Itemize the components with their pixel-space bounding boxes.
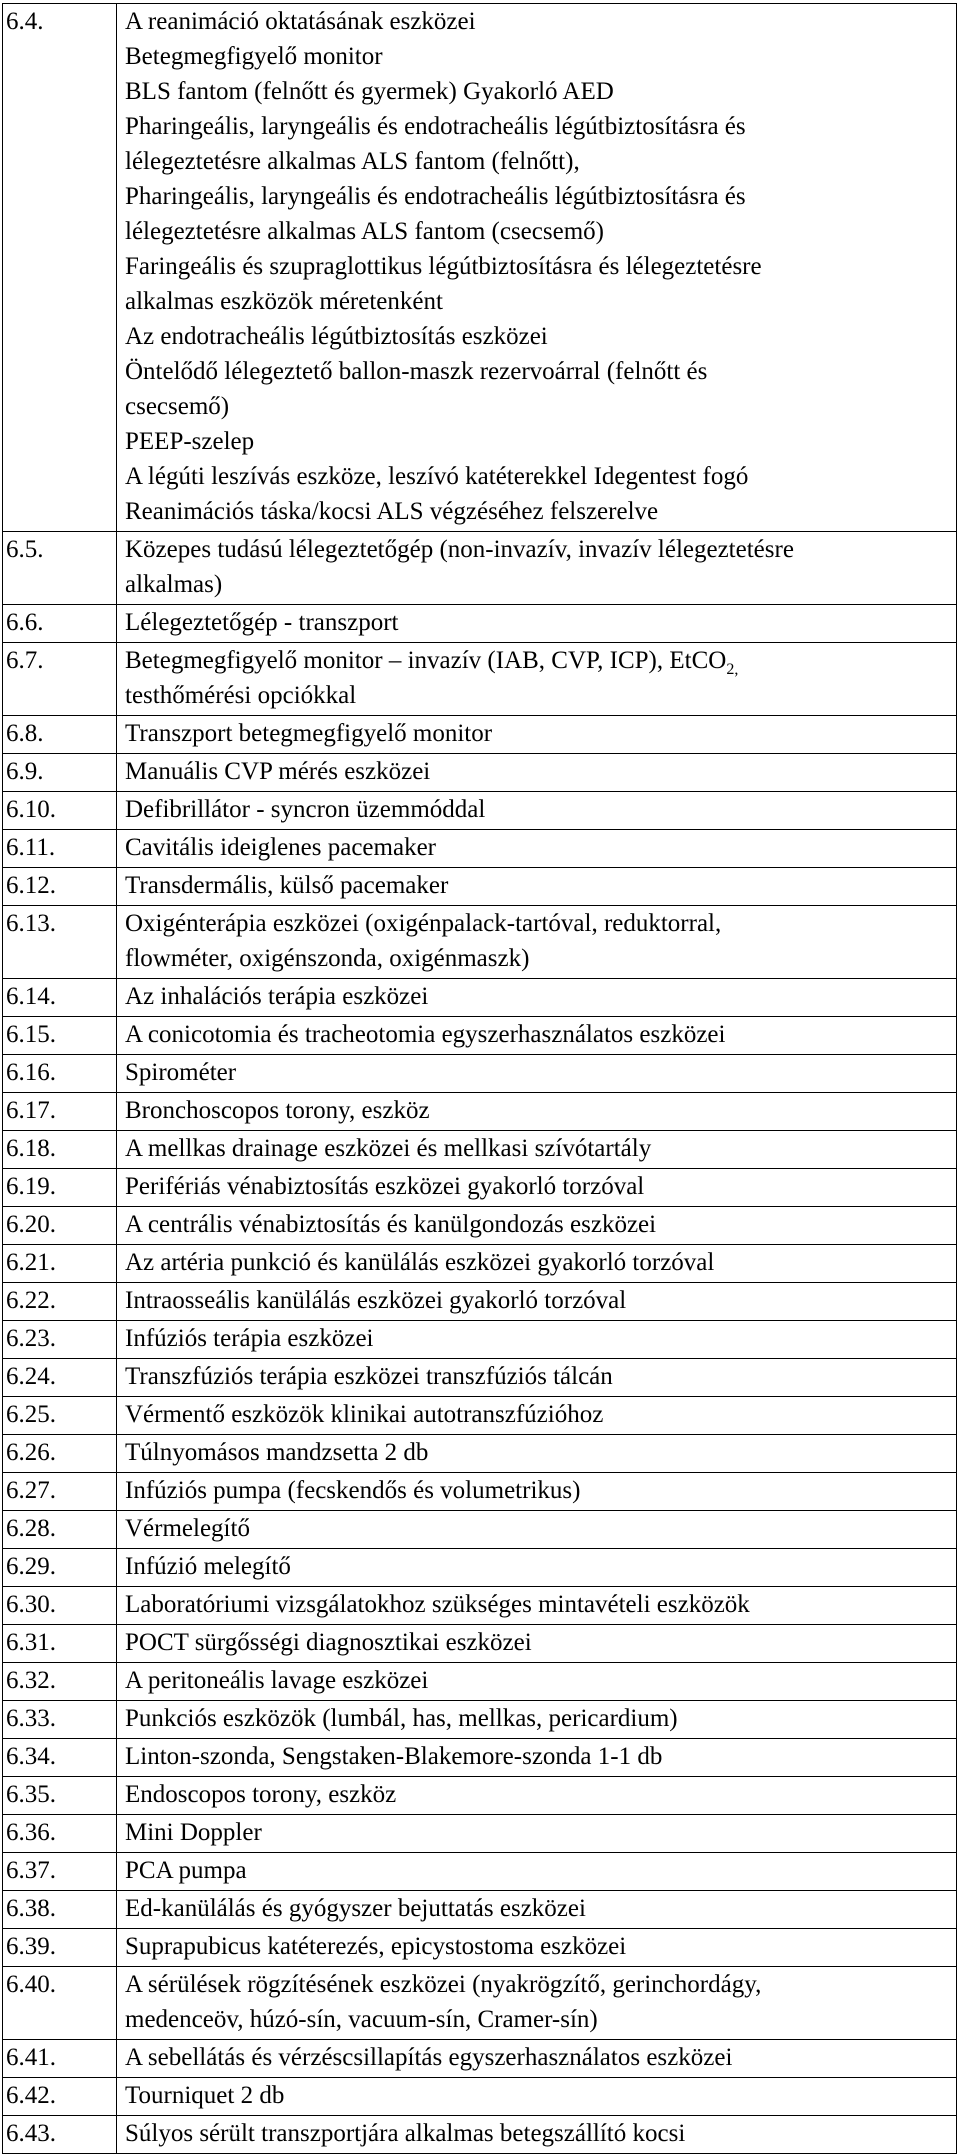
table-row — [3, 1321, 957, 1359]
item-number: 6.5. — [3, 532, 117, 605]
item-description — [117, 1207, 957, 1245]
item-description — [117, 1663, 957, 1701]
item-line: Transzport betegmegfigyelő monitor — [125, 720, 493, 747]
item-line: Defibrillátor - syncron üzemmóddal — [125, 796, 486, 823]
item-description — [117, 754, 957, 792]
table-row — [3, 2116, 957, 2154]
item-line: Öntelődő lélegeztető ballon-maszk rezervoárral (felnőtt és — [125, 358, 708, 385]
item-description — [117, 2116, 957, 2154]
table-row — [3, 2040, 957, 2078]
item-line: Linton-szonda, Sengstaken-Blakemore-szonda 1-1 db — [125, 1743, 663, 1770]
table-row — [3, 792, 957, 830]
item-description — [117, 1587, 957, 1625]
item-number: 6.22. — [3, 1283, 117, 1321]
table-row — [3, 1511, 957, 1549]
table-row — [3, 1169, 957, 1207]
subscript-text: 2, — [726, 661, 739, 678]
item-number: 6.18. — [3, 1131, 117, 1169]
item-description — [117, 1929, 957, 1967]
item-number: 6.8. — [3, 716, 117, 754]
item-number: 6.7. — [3, 643, 117, 716]
item-number: 6.16. — [3, 1055, 117, 1093]
item-line: Infúziós pumpa (fecskendős és volumetrikus) — [125, 1477, 581, 1504]
item-number: 6.21. — [3, 1245, 117, 1283]
table-row — [3, 1929, 957, 1967]
item-number: 6.35. — [3, 1777, 117, 1815]
item-description — [117, 1891, 957, 1929]
table-row — [3, 1055, 957, 1093]
item-line: medenceöv, húzó-sín, vacuum-sín, Cramer-sín) — [125, 2006, 598, 2033]
item-line: Suprapubicus katéterezés, epicystostoma eszközei — [125, 1933, 627, 1960]
item-number: 6.6. — [3, 605, 117, 643]
item-description — [117, 1283, 957, 1321]
item-description — [117, 979, 957, 1017]
item-description — [117, 2078, 957, 2116]
item-description — [117, 1701, 957, 1739]
item-line: A sérülések rögzítésének eszközei (nyakrögzítő, gerinchordágy, — [125, 1971, 762, 1998]
table-row — [3, 1245, 957, 1283]
item-line: A conicotomia és tracheotomia egyszerhasználatos eszközei — [125, 1021, 726, 1048]
item-description — [117, 868, 957, 906]
item-line: Súlyos sérült transzportjára alkalmas betegszállító kocsi — [125, 2120, 686, 2147]
item-line: alkalmas) — [125, 571, 223, 598]
item-description — [117, 1397, 957, 1435]
equipment-table — [2, 3, 957, 2154]
item-line: A centrális vénabiztosítás és kanülgondozás eszközei — [125, 1211, 657, 1238]
item-line: Az artéria punkció és kanülálás eszközei gyakorló torzóval — [125, 1249, 715, 1276]
item-description — [117, 1815, 957, 1853]
table-row — [3, 1853, 957, 1891]
item-line: Infúzió melegítő — [125, 1553, 291, 1580]
table-row — [3, 1549, 957, 1587]
item-number: 6.12. — [3, 868, 117, 906]
item-line: Betegmegfigyelő monitor — [125, 43, 383, 70]
item-description — [117, 1055, 957, 1093]
item-description — [117, 1853, 957, 1891]
item-number: 6.29. — [3, 1549, 117, 1587]
table-row — [3, 1093, 957, 1131]
item-number: 6.38. — [3, 1891, 117, 1929]
table-row — [3, 1207, 957, 1245]
table-row — [3, 1663, 957, 1701]
item-description — [117, 1017, 957, 1055]
item-line: flowméter, oxigénszonda, oxigénmaszk) — [125, 945, 530, 972]
item-number: 6.23. — [3, 1321, 117, 1359]
item-line: testhőmérési opciókkal — [125, 682, 357, 709]
item-description — [117, 1359, 957, 1397]
table-row — [3, 1891, 957, 1929]
item-line: Oxigénterápia eszközei (oxigénpalack-tartóval, reduktorral, — [125, 910, 722, 937]
item-number: 6.39. — [3, 1929, 117, 1967]
item-line: A mellkas drainage eszközei és mellkasi szívótartály — [125, 1135, 652, 1162]
item-number: 6.40. — [3, 1967, 117, 2040]
table-row — [3, 906, 957, 979]
item-description — [117, 906, 957, 979]
item-line: alkalmas eszközök méretenként — [125, 288, 443, 315]
item-number: 6.30. — [3, 1587, 117, 1625]
item-line: A peritoneális lavage eszközei — [125, 1667, 429, 1694]
item-line: Punkciós eszközök (lumbál, has, mellkas, pericardium) — [125, 1705, 678, 1732]
item-line: Infúziós terápia eszközei — [125, 1325, 374, 1352]
item-number: 6.19. — [3, 1169, 117, 1207]
item-description — [117, 716, 957, 754]
item-description — [117, 792, 957, 830]
table-row — [3, 532, 957, 605]
item-number: 6.14. — [3, 979, 117, 1017]
item-line: Az endotracheális légútbiztosítás eszközei — [125, 323, 548, 350]
item-description — [117, 532, 957, 605]
item-number: 6.17. — [3, 1093, 117, 1131]
item-line: Pharingeális, laryngeális és endotracheális légútbiztosításra és — [125, 113, 746, 140]
item-number: 6.28. — [3, 1511, 117, 1549]
item-description — [117, 1321, 957, 1359]
item-description — [117, 2040, 957, 2078]
table-row — [3, 1967, 957, 2040]
table-row — [3, 1815, 957, 1853]
item-line: Laboratóriumi vizsgálatokhoz szükséges mintavételi eszközök — [125, 1591, 750, 1618]
item-description — [117, 1131, 957, 1169]
item-line: Cavitális ideiglenes pacemaker — [125, 834, 436, 861]
table-row — [3, 1017, 957, 1055]
table-row — [3, 1701, 957, 1739]
item-description — [117, 4, 957, 532]
item-line: Túlnyomásos mandzsetta 2 db — [125, 1439, 429, 1466]
item-description — [117, 605, 957, 643]
item-description — [117, 643, 957, 716]
item-line: Ed-kanülálás és gyógyszer bejuttatás eszközei — [125, 1895, 586, 1922]
item-number: 6.24. — [3, 1359, 117, 1397]
table-row — [3, 1625, 957, 1663]
item-line: Faringeális és szupraglottikus légútbiztosításra és lélegeztetésre — [125, 253, 762, 280]
item-number: 6.41. — [3, 2040, 117, 2078]
item-number: 6.15. — [3, 1017, 117, 1055]
item-line: Manuális CVP mérés eszközei — [125, 758, 431, 785]
item-number: 6.20. — [3, 1207, 117, 1245]
item-number: 6.31. — [3, 1625, 117, 1663]
item-description — [117, 1435, 957, 1473]
item-description — [117, 1967, 957, 2040]
table-row — [3, 2078, 957, 2116]
table-row — [3, 1397, 957, 1435]
item-line: Tourniquet 2 db — [125, 2082, 285, 2109]
table-row — [3, 716, 957, 754]
item-description — [117, 1245, 957, 1283]
item-line: Bronchoscopos torony, eszköz — [125, 1097, 430, 1124]
table-row — [3, 1283, 957, 1321]
table-row — [3, 1473, 957, 1511]
table-row — [3, 1359, 957, 1397]
table-row — [3, 1435, 957, 1473]
item-line: Transdermális, külső pacemaker — [125, 872, 449, 899]
table-row — [3, 1131, 957, 1169]
item-line: A légúti leszívás eszköze, leszívó katéterekkel Idegentest fogó — [125, 463, 749, 490]
table-row — [3, 1777, 957, 1815]
item-description — [117, 1777, 957, 1815]
item-line: Vérmentő eszközök klinikai autotranszfúzióhoz — [125, 1401, 604, 1428]
item-line: Transzfúziós terápia eszközei transzfúziós tálcán — [125, 1363, 613, 1390]
item-line: Az inhalációs terápia eszközei — [125, 983, 429, 1010]
item-number: 6.33. — [3, 1701, 117, 1739]
item-number: 6.34. — [3, 1739, 117, 1777]
item-description — [117, 1625, 957, 1663]
table-row — [3, 830, 957, 868]
item-line: Lélegeztetőgép - transzport — [125, 609, 399, 636]
item-number: 6.4. — [3, 4, 117, 532]
table-row — [3, 605, 957, 643]
item-description — [117, 1511, 957, 1549]
item-line: Intraosseális kanülálás eszközei gyakorló torzóval — [125, 1287, 627, 1314]
table-row — [3, 754, 957, 792]
item-line: PCA pumpa — [125, 1857, 247, 1884]
item-number: 6.13. — [3, 906, 117, 979]
item-description — [117, 830, 957, 868]
item-line: A reanimáció oktatásának eszközei — [125, 8, 476, 35]
item-number: 6.32. — [3, 1663, 117, 1701]
item-number: 6.9. — [3, 754, 117, 792]
item-description — [117, 1739, 957, 1777]
table-row — [3, 643, 957, 716]
item-line: Közepes tudású lélegeztetőgép (non-invazív, invazív lélegeztetésre — [125, 536, 794, 563]
item-number: 6.25. — [3, 1397, 117, 1435]
item-description — [117, 1549, 957, 1587]
item-description — [117, 1473, 957, 1511]
equipment-table-body — [3, 4, 957, 2154]
item-description — [117, 1169, 957, 1207]
item-line-text: Betegmegfigyelő monitor – invazív (IAB, CVP, ICP), EtCO — [125, 647, 727, 674]
item-number: 6.10. — [3, 792, 117, 830]
item-line: POCT sürgősségi diagnosztikai eszközei — [125, 1629, 532, 1656]
item-line: csecsemő) — [125, 393, 230, 420]
item-line: Perifériás vénabiztosítás eszközei gyakorló torzóval — [125, 1173, 645, 1200]
item-number: 6.26. — [3, 1435, 117, 1473]
table-row — [3, 1587, 957, 1625]
item-line: lélegeztetésre alkalmas ALS fantom (felnőtt), — [125, 148, 580, 175]
item-description — [117, 1093, 957, 1131]
item-line: lélegeztetésre alkalmas ALS fantom (csecsemő) — [125, 218, 604, 245]
item-line: Spirométer — [125, 1059, 237, 1086]
item-line: A sebellátás és vérzéscsillapítás egyszerhasználatos eszközei — [125, 2044, 733, 2071]
item-line: PEEP-szelep — [125, 428, 255, 455]
item-number: 6.36. — [3, 1815, 117, 1853]
item-line: BLS fantom (felnőtt és gyermek) Gyakorló AED — [125, 78, 614, 105]
item-number: 6.43. — [3, 2116, 117, 2154]
item-line: Reanimációs táska/kocsi ALS végzéséhez felszerelve — [125, 498, 659, 525]
table-row — [3, 4, 957, 532]
item-number: 6.37. — [3, 1853, 117, 1891]
item-number: 6.42. — [3, 2078, 117, 2116]
item-line: Endoscopos torony, eszköz — [125, 1781, 397, 1808]
item-line: Vérmelegítő — [125, 1515, 250, 1542]
table-row — [3, 979, 957, 1017]
item-number: 6.11. — [3, 830, 117, 868]
table-row — [3, 868, 957, 906]
item-number: 6.27. — [3, 1473, 117, 1511]
item-line: Mini Doppler — [125, 1819, 262, 1846]
item-line: Pharingeális, laryngeális és endotracheális légútbiztosításra és — [125, 183, 746, 210]
table-row — [3, 1739, 957, 1777]
item-line-with-subscript — [125, 643, 956, 678]
